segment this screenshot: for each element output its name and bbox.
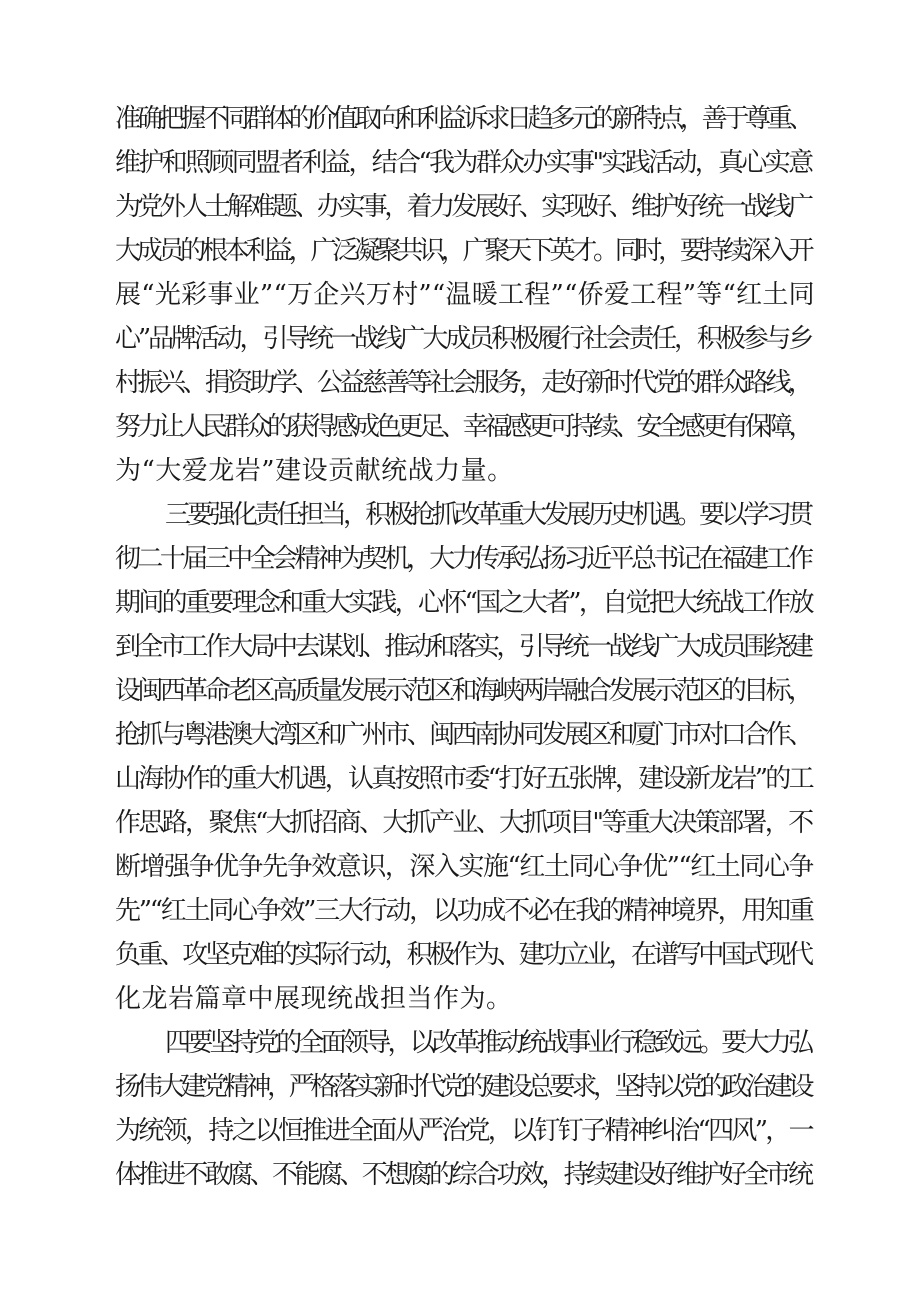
text-line: 抢抓与粤港澳大湾区和广州市、闽西南协同发展区和厦门市对口合作、 [115,720,811,750]
text-line: 山海协作的重大机遇，认真按照市委“打好五张牌，建设新龙岩”的工 [115,764,812,794]
text-line: 为统领，持之以恒推进全面从严治党，以钉钉子精神纠治“四风”，一 [115,1116,812,1146]
text-line: 设闽西革命老区高质量发展示范区和海峡两岸融合发展示范区的目标， [115,676,811,706]
paragraph-first-line: 三要强化责任担当，积极抢抓改革重大发展历史机遇。要以学习贯 [165,500,811,530]
text-line: 村振兴、捐资助学、公益慈善等社会服务，走好新时代党的群众路线， [115,368,811,398]
text-line: 体推进不敢腐、不能腐、不想腐的综合功效，持续建设好维护好全市统 [115,1160,811,1190]
text-line: 化龙岩篇章中展现统战担当作为。 [115,984,513,1014]
text-line: 为“大爱龙岩”建设贡献统战力量。 [115,456,514,486]
text-line: 先”“红土同心争效”三大行动，以功成不必在我的精神境界，用知重 [115,896,813,926]
text-line: 作思路，聚焦“大抓招商、大抓产业、大抓项目''等重大决策部署，不 [115,808,812,838]
text-line: 准确把握不同群体的价值取向和利益诉求日趋多元的新特点，善于尊重、 [115,104,811,134]
text-line: 为党外人士解难题、办实事，着力发展好、实现好、维护好统一战线广 [115,192,811,222]
text-line: 到全市工作大局中去谋划、推动和落实，引导统一战线广大成员围绕建 [115,632,811,662]
paragraph-first-line: 四要坚持党的全面领导，以改革推动统战事业行稳致远。要大力弘 [165,1028,811,1058]
text-line: 扬伟大建党精神，严格落实新时代党的建设总要求，坚持以党的政治建设 [115,1072,811,1102]
text-line: 断增强争优争先争效意识，深入实施“红土同心争优”“红土同心争 [115,852,813,882]
text-line: 心”品牌活动，引导统一战线广大成员积极履行社会责任，积极参与乡 [115,324,812,354]
text-line: 期间的重要理念和重大实践，心怀“国之大者”，自觉把大统战工作放 [115,588,812,618]
text-line: 负重、攻坚克难的实际行动，积极作为、建功立业，在谱写中国式现代 [115,940,811,970]
text-line: 大成员的根本利益，广泛凝聚共识，广聚天下英才。同时，要持续深入开 [115,236,811,266]
text-line: 展“光彩事业”“万企兴万村”“温暖工程”“侨爱工程”等“红土同 [115,280,815,310]
text-line: 努力让人民群众的获得感成色更足、幸福感更可持续、安全感更有保障， [115,412,811,442]
text-line: 维护和照顾同盟者利益，结合“我为群众办实事''实践活动，真心实意 [115,148,812,178]
text-line: 彻二十届三中全会精神为契机，大力传承弘扬习近平总书记在福建工作 [115,544,811,574]
